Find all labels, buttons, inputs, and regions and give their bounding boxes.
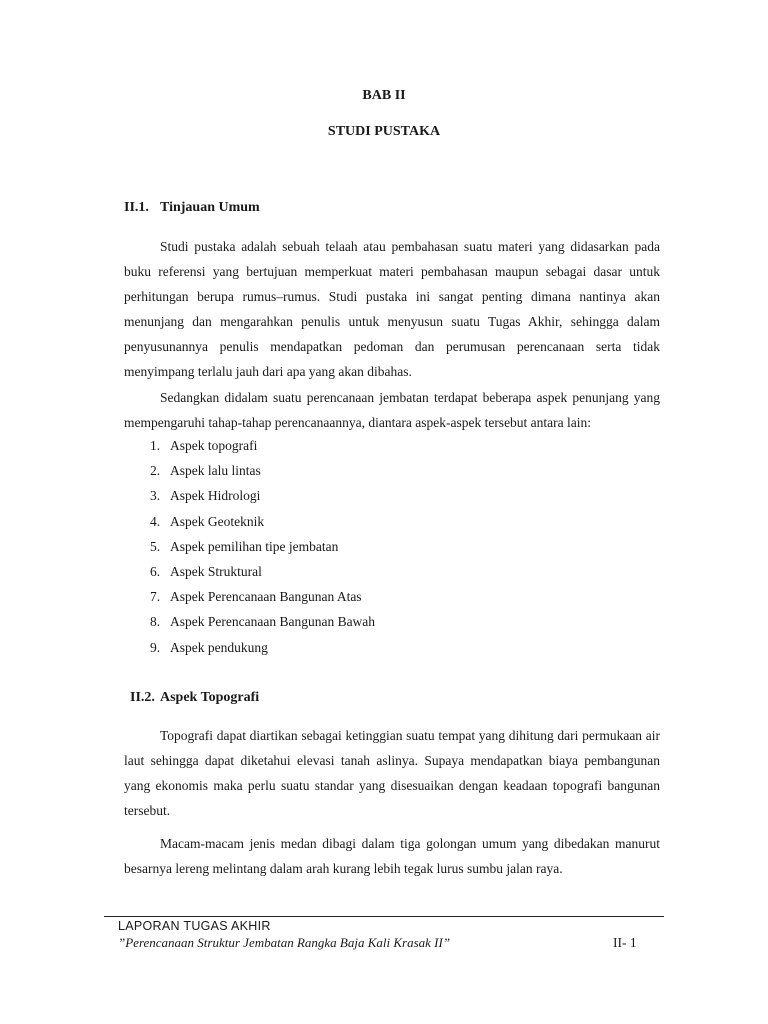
chapter-label: BAB II [362, 88, 406, 103]
list-item [150, 584, 375, 609]
list-item-number: 6. [150, 564, 161, 580]
section-title: Tinjauan Umum [160, 200, 260, 215]
list-item-text: Aspek Geoteknik [170, 513, 265, 529]
paragraph [124, 723, 660, 823]
aspect-list [150, 433, 375, 660]
paragraph-text: Sedangkan didalam suatu perencanaan jembatan terdapat beberapa aspek penunjang yang mempengaruhi tahap-tahap perencanaannya, diantara aspek-aspek tersebut antara lain: [124, 390, 660, 430]
list-item [150, 635, 375, 660]
list-item-number: 1. [150, 438, 161, 453]
page-number: II- 1 [613, 935, 637, 950]
list-item [150, 509, 375, 534]
paragraph [124, 831, 660, 881]
list-item-text: Aspek Perencanaan Bangunan Bawah [170, 614, 376, 630]
section-title: Aspek Topografi [160, 690, 260, 705]
list-item-text: Aspek lalu lintas [170, 463, 261, 479]
footer-divider [104, 916, 664, 917]
list-item-number: 2. [150, 463, 161, 479]
list-item-text: Aspek Hidrologi [170, 488, 261, 504]
list-item-number: 8. [150, 614, 161, 630]
list-item-text: Aspek Struktural [170, 564, 262, 580]
footer-report-title: ”Perencanaan Struktur Jembatan Rangka Baja Kali Krasak II” [118, 935, 451, 950]
chapter-title: STUDI PUSTAKA [327, 124, 441, 139]
list-item-number: 9. [150, 639, 161, 655]
list-item-number: 7. [150, 589, 161, 605]
list-item [150, 534, 375, 559]
list-item-text: Aspek topografi [170, 438, 258, 453]
list-item-text: Aspek pemilihan tipe jembatan [170, 538, 339, 554]
paragraph-text: Studi pustaka adalah sebuah telaah atau pembahasan suatu materi yang didasarkan pada buku referensi yang bertujuan memperkuat materi pembahasan maupun sebagai dasar untuk perhitungan berupa rumus–rumus. Studi pustaka ini sangat penting dimana nantinya akan menunjang dan mengarahkan penulis untuk menyusun suatu Tugas Akhir, sehingga dalam penyusunannya penulis mendapatkan pedoman dan perumusan perencanaan serta tidak menyimpang terlalu jauh dari apa yang akan dibahas. [124, 239, 660, 379]
list-item-number: 4. [150, 513, 161, 529]
list-item [150, 609, 375, 634]
footer-report-label: LAPORAN TUGAS AKHIR [118, 919, 271, 933]
section-heading-aspek-topografi [130, 690, 259, 706]
list-item [150, 458, 375, 483]
section-number: II.1. [124, 200, 149, 215]
list-item-text: Aspek Perencanaan Bangunan Atas [170, 589, 362, 605]
section-heading-tinjauan-umum [124, 200, 260, 216]
paragraph [124, 385, 660, 435]
section-number: II.2. [130, 690, 155, 705]
paragraph-text: Macam-macam jenis medan dibagi dalam tiga golongan umum yang dibedakan manurut besarnya lereng melintang dalam arah kurang lebih tegak lurus sumbu jalan raya. [124, 836, 660, 876]
list-item-text: Aspek pendukung [170, 639, 268, 655]
list-item-number: 5. [150, 538, 161, 554]
list-item [150, 483, 375, 508]
list-item [150, 433, 375, 458]
paragraph-text: Topografi dapat diartikan sebagai ketinggian suatu tempat yang dihitung dari permukaan air laut sehingga dapat diketahui elevasi tanah aslinya. Supaya mendapatkan biaya pembangunan yang ekonomis maka perlu suatu standar yang disesuaikan dengan keadaan topografi bangunan tersebut. [124, 728, 660, 818]
paragraph [124, 234, 660, 384]
list-item [150, 559, 375, 584]
list-item-number: 3. [150, 488, 161, 504]
